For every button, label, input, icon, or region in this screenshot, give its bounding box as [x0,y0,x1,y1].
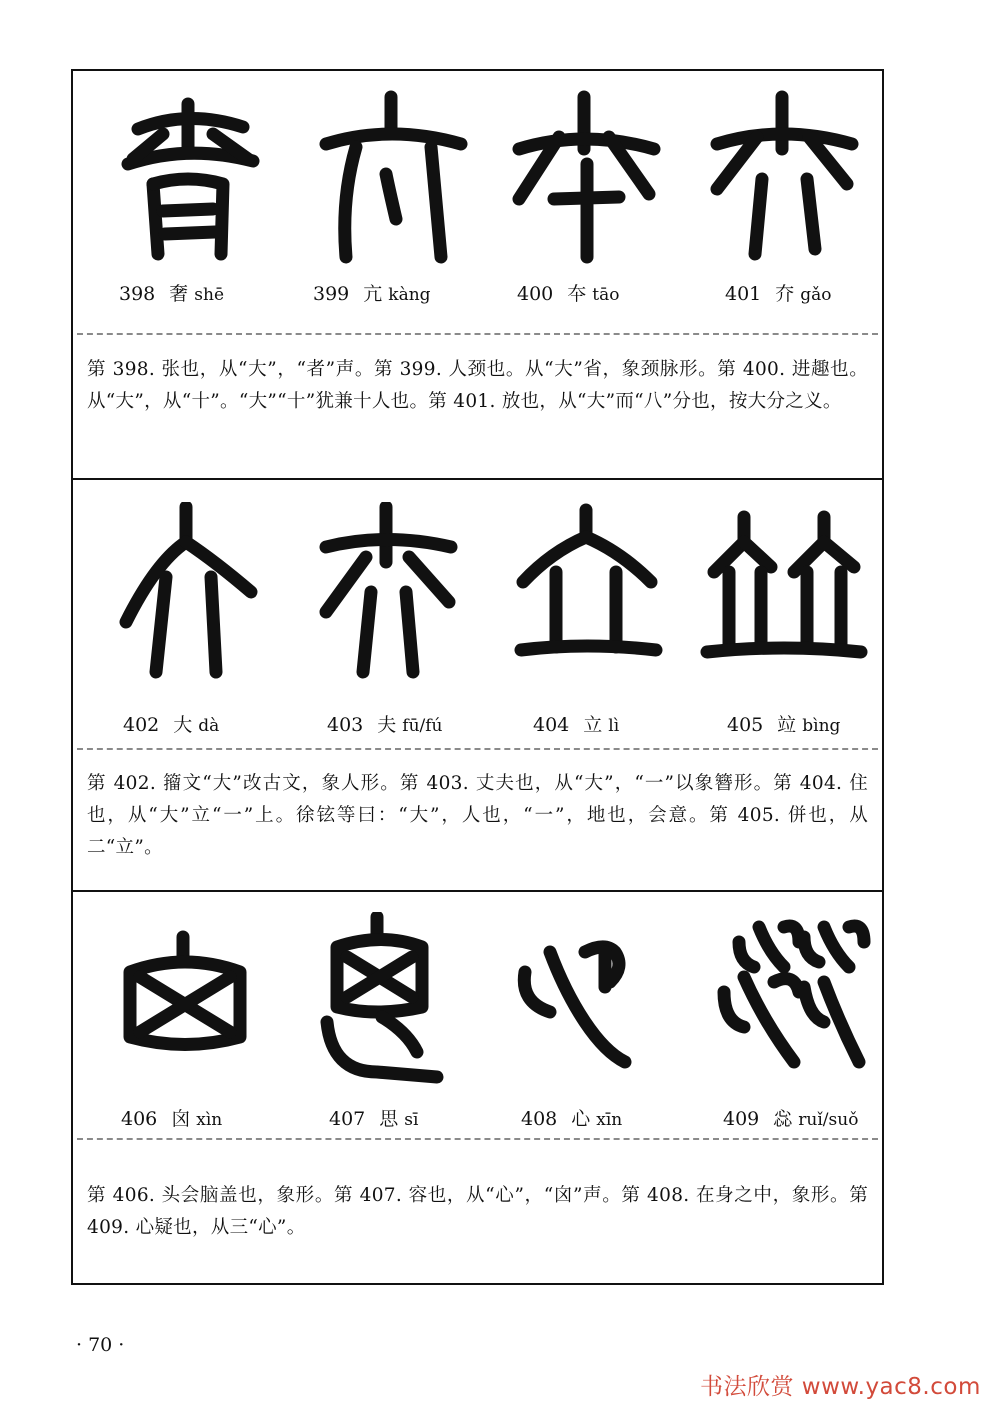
entry-number: 409 [723,1108,760,1130]
entry-label-399 [313,279,431,306]
glyph-row [73,89,882,269]
seal-script-xin-heart-icon [505,912,675,1092]
section-406-409 [73,892,882,1283]
entry-number: 405 [727,714,764,736]
seal-script-gao-icon [697,89,867,269]
label-row [73,279,882,309]
entry-character: 囟 [171,1108,191,1130]
section-description: 第 402. 籀文“大”改古文，象人形。第 403. 丈夫也，从“大”，“一”以象簪形。第 404. 住也，从“大”立“一”上。徐铉等曰：“大”，人也，“一”，地也，会意。第 405. 併也，从二“立”。 [87,773,868,858]
dashed-divider [77,1138,878,1140]
entry-number: 404 [533,714,570,736]
entry-pinyin: shē [194,285,225,305]
entry-character: 立 [583,714,603,736]
seal-script-she-icon [103,89,273,269]
seal-script-li-icon [501,502,671,682]
entry-label-409 [723,1104,858,1131]
entry-pinyin: sī [404,1110,419,1130]
entry-label-405 [727,710,840,737]
section-402-405 [73,480,882,892]
entry-label-408 [521,1104,622,1131]
seal-script-tao-icon [499,89,669,269]
entry-pinyin: ruǐ/suǒ [798,1110,859,1130]
dashed-divider [77,333,878,335]
entry-character: 夫 [377,714,397,736]
entry-pinyin: dà [198,716,220,736]
entry-pinyin: xīn [596,1110,623,1130]
entry-number: 402 [123,714,160,736]
entry-number: 407 [329,1108,366,1130]
entry-character: 竝 [777,714,797,736]
entry-number: 400 [517,283,554,305]
entry-label-398 [119,279,224,306]
page-number: · 70 · [76,1334,125,1356]
site-watermark: 书法欣赏 www.yac8.com [700,1374,981,1400]
entry-number: 398 [119,283,156,305]
entry-pinyin: gǎo [800,285,832,305]
label-row [73,710,882,740]
glyph-row [73,502,882,682]
entry-number: 399 [313,283,350,305]
entry-number: 401 [725,283,762,305]
entry-pinyin: bìng [802,716,841,736]
section-398-401 [73,71,882,480]
entry-character: 夰 [775,283,795,305]
entry-number: 403 [327,714,364,736]
entry-label-407 [329,1104,418,1131]
section-description: 第 398. 张也，从“大”，“者”声。第 399. 人颈也。从“大”省，象颈脉形。第 400. 进趣也。从“大”，从“十”。“大”“十”犹兼十人也。第 401. 放也，从“大”而“八”分也，按大分之义。 [87,359,868,412]
entry-character: 奢 [169,283,189,305]
entry-number: 406 [121,1108,158,1130]
entry-pinyin: kàng [388,285,431,305]
entry-character: 大 [173,714,193,736]
seal-script-rui-icon [709,912,879,1092]
entry-pinyin: lì [608,716,620,736]
seal-script-da-icon [101,502,271,682]
entry-character: 夲 [567,283,587,305]
entry-label-404 [533,710,619,737]
glyph-row [73,912,882,1092]
seal-script-kang-icon [301,89,471,269]
entry-label-401 [725,279,832,306]
entry-label-400 [517,279,619,306]
entry-pinyin: fū/fú [402,716,443,736]
entry-character: 心 [571,1108,591,1130]
dashed-divider [77,748,878,750]
seal-script-bing-icon [699,502,869,682]
entry-label-402 [123,710,219,737]
entry-pinyin: tāo [592,285,620,305]
seal-script-xin-icon [105,912,275,1092]
entry-pinyin: xìn [196,1110,223,1130]
entry-character: 思 [379,1108,399,1130]
page-frame [71,69,884,1285]
seal-script-si-icon [307,912,477,1092]
label-row [73,1104,882,1134]
entry-number: 408 [521,1108,558,1130]
entry-label-406 [121,1104,222,1131]
entry-label-403 [327,710,443,737]
entry-character: 惢 [773,1108,793,1130]
entry-character: 亢 [363,283,383,305]
seal-script-fu-icon [301,502,471,682]
section-description: 第 406. 头会脑盖也，象形。第 407. 容也，从“心”，“囟”声。第 408. 在身之中，象形。第 409. 心疑也，从三“心”。 [87,1185,868,1238]
